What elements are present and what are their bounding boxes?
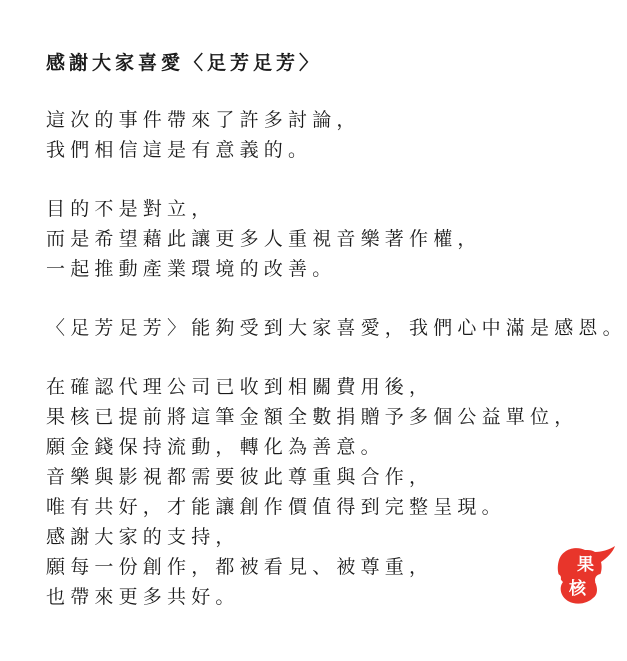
paragraph-line: 我們相信這是有意義的。 xyxy=(46,139,313,161)
paragraph-2 xyxy=(46,194,482,284)
paragraph-line: 願每一份創作，都被看見、被尊重， xyxy=(46,556,434,578)
paragraph-line: 這次的事件帶來了許多討論， xyxy=(46,109,361,131)
paragraph-1 xyxy=(46,105,361,165)
paragraph-line: 音樂與影視都需要彼此尊重與合作， xyxy=(46,466,434,488)
paragraph-line: 目的不是對立， xyxy=(46,198,216,220)
paragraph-line: 感謝大家的支持， xyxy=(46,526,240,548)
paragraph-line: 願金錢保持流動，轉化為善意。 xyxy=(46,436,385,458)
paragraph-line: 〈足芳足芳〉能夠受到大家喜愛，我們心中滿是感恩。 xyxy=(46,317,627,339)
paragraph-line: 在確認代理公司已收到相關費用後， xyxy=(46,376,434,398)
paragraph-4 xyxy=(46,372,578,612)
paragraph-line: 唯有共好，才能讓創作價值得到完整呈現。 xyxy=(46,496,506,518)
apple-core-logo-icon xyxy=(555,540,617,606)
logo-text-top: 果 xyxy=(577,555,594,575)
paragraph-line: 一起推動產業環境的改善。 xyxy=(46,258,337,280)
statement-title: 感謝大家喜愛〈足芳足芳〉 xyxy=(46,52,323,74)
paragraph-line: 而是希望藉此讓更多人重視音樂著作權， xyxy=(46,228,482,250)
paragraph-line: 也帶來更多共好。 xyxy=(46,586,240,608)
paragraph-line: 果核已提前將這筆金額全數捐贈予多個公益單位， xyxy=(46,406,579,428)
logo-text-bottom: 核 xyxy=(569,579,586,599)
paragraph-3 xyxy=(46,313,627,343)
